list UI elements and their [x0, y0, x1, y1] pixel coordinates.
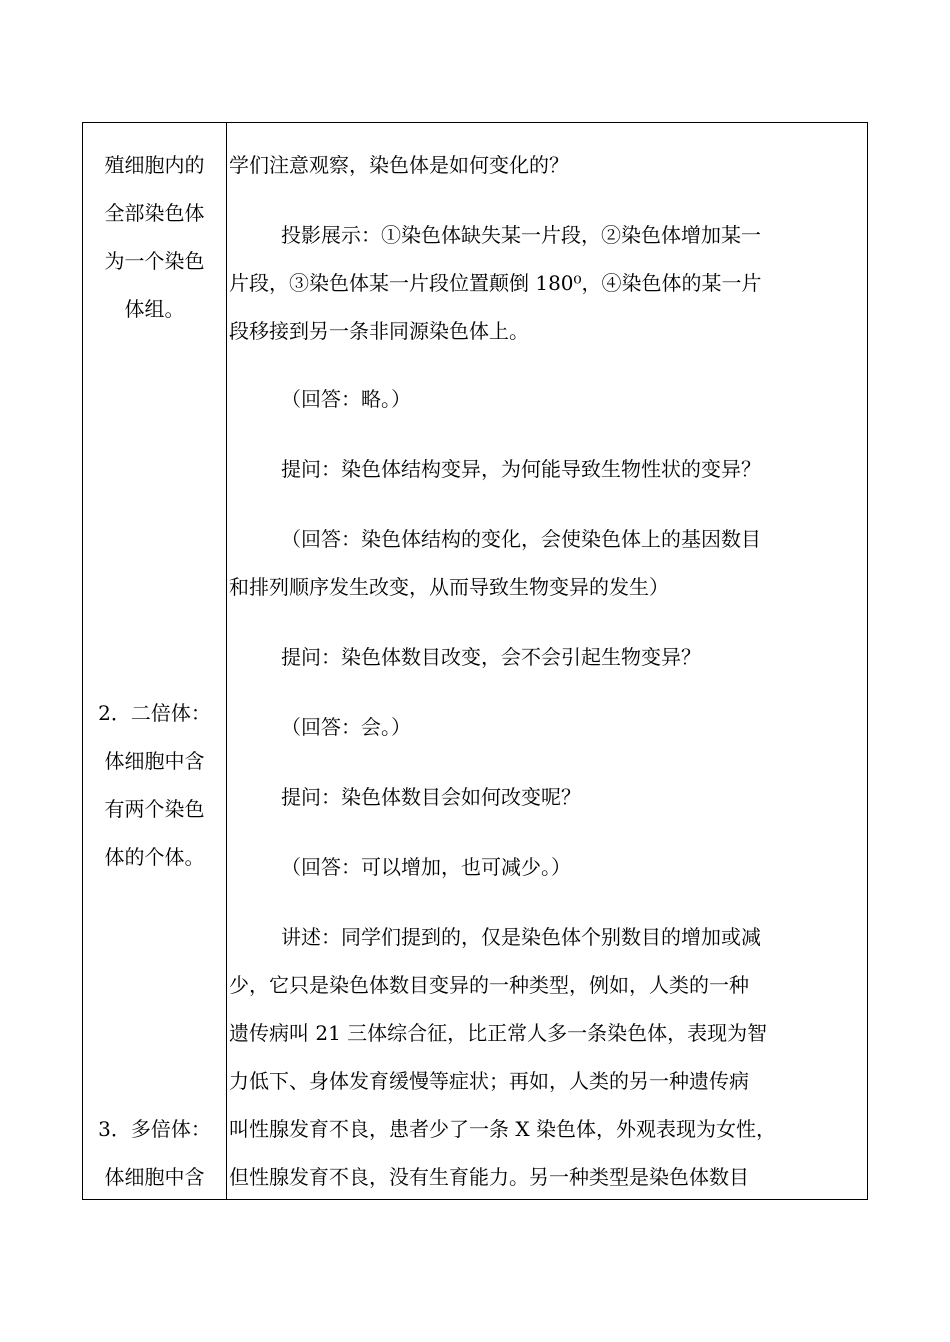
text-line: 讲述：同学们提到的，仅是染色体个别数目的增加或减 — [281, 925, 761, 949]
text-line: 片段，③染色体某一片段位置颠倒 180⁰，④染色体的某一片 — [229, 271, 762, 295]
text-line: 但性腺发育不良，没有生育能力。另一种类型是染色体数目 — [229, 1165, 749, 1189]
text-line: （回答：染色体结构的变化，会使染色体上的基因数目 — [281, 527, 761, 551]
paragraph-question-1 — [229, 445, 865, 493]
paragraph-projection — [229, 211, 865, 355]
column-divider — [226, 123, 227, 1199]
left-line: 体的个体。 — [104, 845, 205, 869]
text-line: 力低下、身体发育缓慢等症状；再如，人类的另一种遗传病 — [229, 1069, 749, 1093]
text-line: 投影展示：①染色体缺失某一片段，②染色体增加某一 — [281, 223, 761, 247]
text-line: 遗传病叫 21 三体综合征，比正常人多一条染色体，表现为智 — [229, 1021, 768, 1045]
left-line: 全部染色体 — [104, 201, 205, 225]
left-block-chromosome-set — [83, 141, 226, 333]
paragraph-answer-3 — [229, 703, 865, 751]
paragraph-question-3 — [229, 773, 865, 821]
text-line: 学们注意观察，染色体是如何变化的？ — [229, 153, 569, 177]
text-line: 提问：染色体结构变异，为何能导致生物性状的变异？ — [281, 457, 761, 481]
left-line: 有两个染色 — [104, 797, 205, 821]
left-block-polyploid — [83, 1105, 226, 1201]
left-column — [83, 123, 226, 1199]
right-column — [229, 123, 865, 1199]
text-line: 和排列顺序发生改变，从而导致生物变异的发生） — [229, 575, 669, 599]
text-line: 提问：染色体数目会如何改变呢？ — [281, 785, 581, 809]
paragraph-lecture — [229, 913, 865, 1201]
text-line: （回答：会。） — [281, 715, 411, 739]
paragraph-question-2 — [229, 633, 865, 681]
paragraph-observe — [229, 141, 865, 189]
paragraph-answer-2 — [229, 515, 865, 611]
text-line: 叫性腺发育不良，患者少了一条 X 染色体，外观表现为女性， — [229, 1117, 776, 1141]
paragraph-answer-4 — [229, 843, 865, 891]
lesson-table — [82, 122, 868, 1200]
left-line: 为一个染色 — [104, 249, 205, 273]
text-line: 段移接到另一条非同源染色体上。 — [229, 319, 529, 343]
text-line: 提问：染色体数目改变，会不会引起生物变异？ — [281, 645, 701, 669]
left-line: 体组。 — [124, 297, 185, 321]
left-line: 体细胞中含 — [104, 1165, 205, 1189]
text-line: （回答：可以增加，也可减少。） — [281, 855, 571, 879]
text-line: 少，它只是染色体数目变异的一种类型，例如，人类的一种 — [229, 973, 749, 997]
left-block-diploid — [83, 689, 226, 881]
left-line: 殖细胞内的 — [104, 153, 205, 177]
text-line: （回答：略。） — [281, 387, 411, 411]
left-line: 3．多倍体： — [98, 1117, 211, 1141]
left-line: 体细胞中含 — [104, 749, 205, 773]
paragraph-answer-1 — [229, 375, 865, 423]
left-line: 2．二倍体： — [98, 701, 211, 725]
